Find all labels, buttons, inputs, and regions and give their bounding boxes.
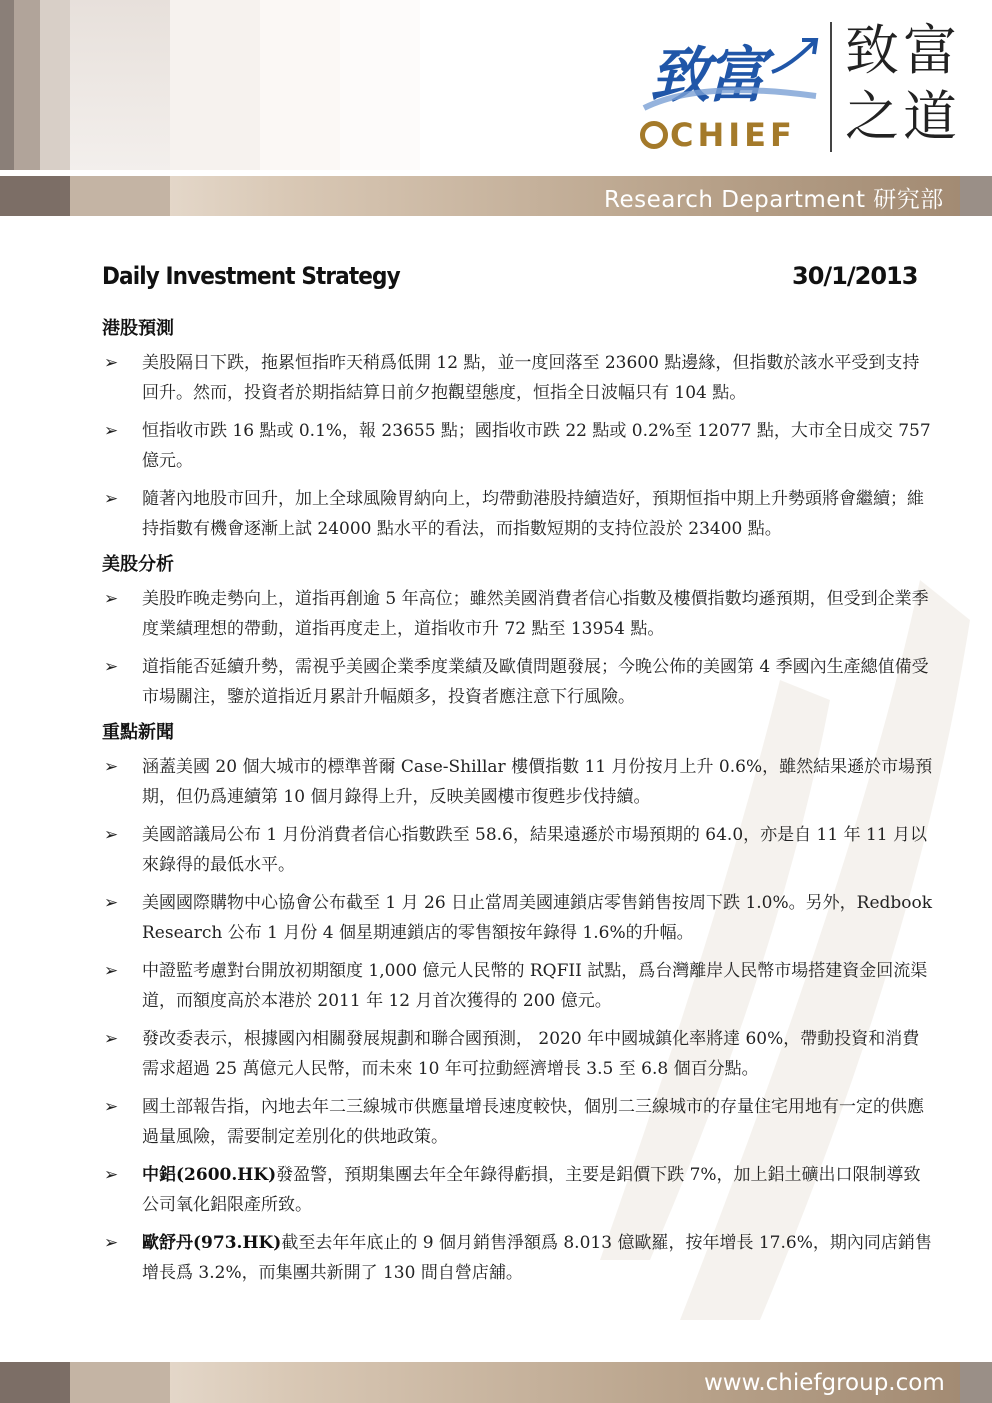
item-text: 道指能否延續升勢，需視乎美國企業季度業績及歐債問題發展；今晚公佈的美國第 4 季國內生產總值備受市場關注，鑒於道指近月累計升幅頗多，投資者應注意下行風險。 <box>142 657 929 707</box>
website-link[interactable]: www.chiefgroup.com <box>704 1370 945 1396</box>
report-title: Daily Investment Strategy <box>102 262 400 290</box>
bullet-arrow-icon: ➢ <box>104 757 119 777</box>
list-item <box>102 1024 934 1084</box>
company-logo <box>640 18 970 158</box>
header-strip <box>260 0 340 170</box>
logo-cn-line2: 之道 <box>845 85 961 148</box>
band-segment <box>960 176 992 216</box>
logo-cn-line1: 致富 <box>845 19 961 82</box>
stock-name: 歐舒丹(973.HK) <box>142 1233 282 1253</box>
item-text: 涵蓋美國 20 個大城市的標準普爾 Case-Shillar 樓價指數 11 月份按月上升 0.6%，雖然結果遜於市場預期，但仍爲連續第 10 個月錄得上升，反映美國樓市復甦步伐持續。 <box>142 757 933 807</box>
item-text: 中證監考慮對台開放初期額度 1,000 億元人民幣的 RQFII 試點，爲台灣離岸人民幣市場搭建資金回流渠道，而額度高於本港於 2011 年 12 月首次獲得的 200 億元。 <box>142 961 928 1011</box>
item-text: 截至去年年底止的 9 個月銷售淨額爲 8.013 億歐羅，按年增長 17.6%，期內同店銷售增長爲 3.2%，而集團共新開了 130 間自營店舖。 <box>142 1233 932 1283</box>
logo-c-icon <box>640 121 668 149</box>
bullet-arrow-icon: ➢ <box>104 489 119 509</box>
section-heading: 港股預測 <box>102 318 174 339</box>
band-segment <box>960 1362 992 1403</box>
header-strip <box>170 0 260 170</box>
item-text: 發改委表示，根據國內相關發展規劃和聯合國預測， 2020 年中國城鎮化率將達 60%，帶動投資和消費需求超過 25 萬億元人民幣，而未來 10 年可拉動經濟增長 3.5 至 6.8 個百分點。 <box>142 1029 920 1079</box>
report-date: 30/1/2013 <box>792 262 918 290</box>
logo-en-label: CHIEF <box>670 116 796 154</box>
logo-cn-text <box>845 18 961 150</box>
bullet-arrow-icon: ➢ <box>104 1165 119 1185</box>
header-strip <box>70 0 170 170</box>
list-item <box>102 752 934 812</box>
report-body <box>102 316 934 1296</box>
bullet-arrow-icon: ➢ <box>104 1233 119 1253</box>
band-segment <box>0 176 70 216</box>
bullet-arrow-icon: ➢ <box>104 589 119 609</box>
list-item <box>102 652 934 712</box>
bullet-arrow-icon: ➢ <box>104 421 119 441</box>
department-label: Research Department 研究部 <box>604 187 944 213</box>
item-text: 美股隔日下跌，拖累恒指昨天稍爲低開 12 點，並一度回落至 23600 點邊緣，但指數於該水平受到支持回升。然而，投資者於期指結算日前夕抱觀望態度，恒指全日波幅只有 104 點。 <box>142 353 920 403</box>
header-strip <box>0 0 70 170</box>
section-heading: 美股分析 <box>102 554 174 575</box>
list-item <box>102 1228 934 1288</box>
bullet-arrow-icon: ➢ <box>104 1029 119 1049</box>
list-item <box>102 1092 934 1152</box>
list-item <box>102 584 934 644</box>
section <box>102 720 934 1288</box>
list-item <box>102 348 934 408</box>
section-heading: 重點新聞 <box>102 722 174 743</box>
list-item <box>102 888 934 948</box>
item-text: 美國諮議局公布 1 月份消費者信心指數跌至 58.6，結果遠遜於市場預期的 64.0，亦是自 11 年 11 月以來錄得的最低水平。 <box>142 825 928 875</box>
bullet-arrow-icon: ➢ <box>104 1097 119 1117</box>
band-segment <box>70 176 170 216</box>
item-text: 國土部報告指，內地去年二三線城市供應量增長速度較快，個別二三線城市的存量住宅用地有一定的供應過量風險，需要制定差別化的供地政策。 <box>142 1097 924 1147</box>
bullet-arrow-icon: ➢ <box>104 825 119 845</box>
logo-divider <box>830 22 832 152</box>
logo-swoosh-icon <box>640 78 820 118</box>
bullet-arrow-icon: ➢ <box>104 961 119 981</box>
stock-name: 中鋁(2600.HK) <box>142 1165 277 1185</box>
list-item <box>102 956 934 1016</box>
item-text: 隨著內地股市回升，加上全球風險胃納向上，均帶動港股持續造好，預期恒指中期上升勢頭將會繼續；維持指數有機會逐漸上試 24000 點水平的看法，而指數短期的支持位設於 23400 點。 <box>142 489 924 539</box>
section <box>102 316 934 544</box>
item-text: 美國國際購物中心協會公布截至 1 月 26 日止當周美國連鎖店零售銷售按周下跌 1.0%。另外，Redbook Research 公布 1 月份 4 個星期連鎖店的零售額按年錄得 1.6%的升幅。 <box>142 893 933 943</box>
item-text: 恒指收市跌 16 點或 0.1%，報 23655 點；國指收市跌 22 點或 0.2%至 12077 點，大市全日成交 757 億元。 <box>142 421 931 471</box>
list-item <box>102 484 934 544</box>
logo-en-text <box>640 116 796 154</box>
list-item <box>102 416 934 476</box>
logo-arrow-icon <box>770 36 820 76</box>
band-segment <box>70 1362 170 1403</box>
bullet-arrow-icon: ➢ <box>104 657 119 677</box>
item-text: 發盈警，預期集團去年全年錄得虧損，主要是鋁價下跌 7%，加上鋁土礦出口限制導致公司氧化鋁限產所致。 <box>142 1165 921 1215</box>
list-item <box>102 820 934 880</box>
list-item <box>102 1160 934 1220</box>
bullet-arrow-icon: ➢ <box>104 353 119 373</box>
header-strip <box>340 0 420 170</box>
section <box>102 552 934 712</box>
item-text: 美股昨晚走勢向上，道指再創逾 5 年高位；雖然美國消費者信心指數及樓價指數均遜預期，但受到企業季度業績理想的帶動，道指再度走上，道指收市升 72 點至 13954 點。 <box>142 589 929 639</box>
bullet-arrow-icon: ➢ <box>104 893 119 913</box>
band-segment <box>0 1362 70 1403</box>
logo-zh-text: 致富 <box>650 41 762 111</box>
